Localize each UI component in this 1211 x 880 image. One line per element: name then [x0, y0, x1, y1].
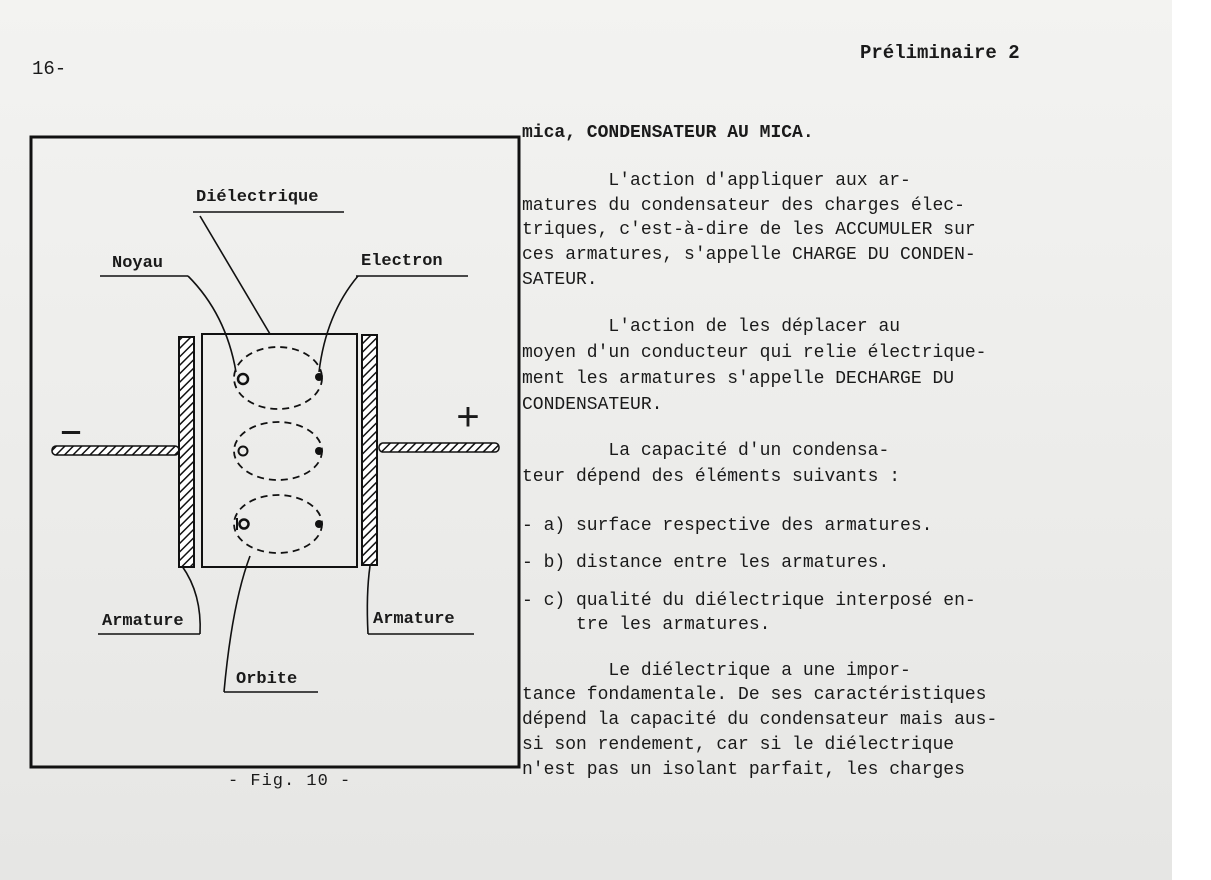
list-item: tre les armatures. — [522, 615, 771, 635]
list-item: - a) surface respective des armatures. — [522, 516, 933, 536]
page-header: Préliminaire 2 — [860, 42, 1020, 64]
text-line: tance fondamentale. De ses caractéristiques — [522, 685, 987, 705]
text-line: ment les armatures s'appelle DECHARGE DU — [522, 369, 955, 389]
page-number: 16- — [32, 58, 67, 80]
right-armature-plate — [362, 335, 377, 565]
margin-strip — [1172, 0, 1211, 880]
text-line: CONDENSATEUR. — [522, 395, 663, 415]
label-noyau: Noyau — [112, 254, 164, 273]
text-line: mica, CONDENSATEUR AU MICA. — [522, 123, 814, 143]
text-line: moyen d'un conducteur qui relie électrique- — [522, 343, 987, 363]
text-line: La capacité d'un condensa- — [522, 441, 890, 461]
nucleus-icon — [239, 447, 248, 456]
figure-10 — [28, 134, 522, 770]
text-line: dépend la capacité du condensateur mais aus- — [522, 710, 998, 730]
orbit-bottom — [234, 495, 322, 553]
nucleus-icon — [238, 374, 248, 384]
left-armature-plate — [179, 337, 194, 567]
minus-sign: — — [62, 416, 81, 450]
list-item: - b) distance entre les armatures. — [522, 553, 890, 573]
electron-icon — [315, 520, 323, 528]
figure-caption: - Fig. 10 - — [228, 772, 352, 791]
text-line: matures du condensateur des charges élec- — [522, 196, 965, 216]
text-line: triques, c'est-à-dire de les ACCUMULER sur — [522, 220, 976, 240]
text-line: L'action d'appliquer aux ar- — [522, 171, 911, 191]
text-line: Le diélectrique a une impor- — [522, 661, 911, 681]
text-line: n'est pas un isolant parfait, les charges — [522, 760, 965, 780]
text-line: teur dépend des éléments suivants : — [522, 467, 901, 487]
list-item: - c) qualité du diélectrique interposé en- — [522, 591, 976, 611]
label-orbite: Orbite — [236, 670, 298, 689]
label-dielectrique: Diélectrique — [196, 188, 319, 207]
text-line: ces armatures, s'appelle CHARGE DU CONDEN- — [522, 245, 976, 265]
plus-sign: + — [456, 398, 481, 443]
electron-icon — [315, 373, 323, 381]
nucleus-icon — [240, 520, 249, 529]
label-armature-right: Armature — [373, 610, 455, 629]
label-electron: Electron — [361, 252, 443, 271]
text-line: L'action de les déplacer au — [522, 317, 901, 337]
text-line: si son rendement, car si le diélectrique — [522, 735, 955, 755]
electron-icon — [315, 447, 323, 455]
right-wire — [379, 443, 499, 452]
dielectric-block — [202, 334, 357, 567]
label-armature-left: Armature — [102, 612, 184, 631]
text-line: SATEUR. — [522, 270, 598, 290]
